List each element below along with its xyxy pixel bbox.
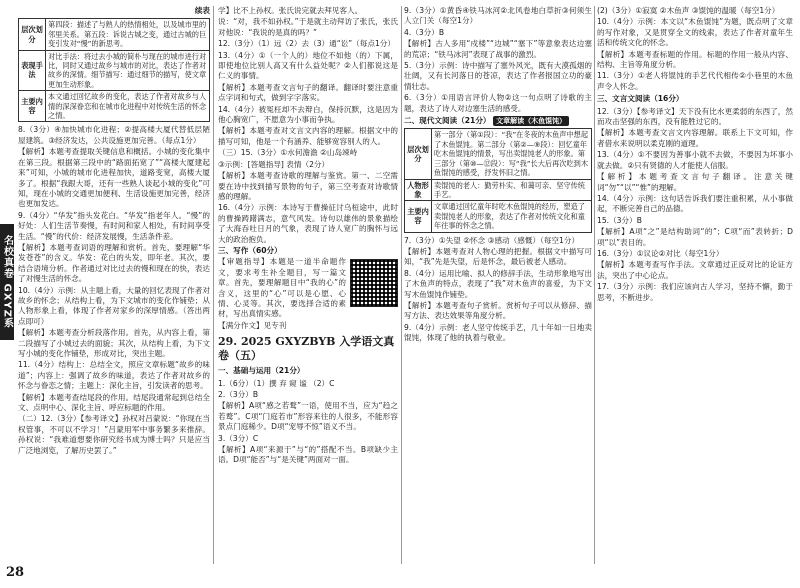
answer-paragraph: 8.（3分）④加快城市化进程；②提高楼大厦代替低层陋屋建筑。③经济发达，公共设施更加完善。（每点1分）: [18, 125, 210, 145]
analysis-table-1: [18, 18, 210, 122]
answer-paragraph: 【解析】本题考查句子赏析。赏析句子可以从修辞、描写方法、表达效果等角度分析。: [404, 300, 592, 321]
row-head: 层次划分: [405, 129, 432, 179]
row-head: 主要内容: [405, 201, 432, 232]
answer-paragraph: 【解析】本题考查对文言文内容的理解。根据文中的描写可知，他是一个有涵养、能够宽容别人的人。: [218, 126, 398, 146]
table-row: [19, 50, 210, 91]
answer-paragraph: （三）15.（3分）①水何澹澹 ②山岛竦峙: [218, 148, 358, 158]
row-text: 对比手法：将过去小城的简朴与现在的城市进行对比，同时又通过故乡与城市的对比，表达了作者对故乡的深情。细节描写：通过细节的描写，使文章更加生动形象。: [46, 50, 210, 91]
answer-paragraph: 【解析】本题考查标题的作用。标题的作用一般从内容、结构、主旨等角度分析。: [597, 49, 793, 70]
section-title: 二、现代文阅读（21分）: [404, 116, 491, 126]
answer-paragraph: (2)（3分）①寂寞 ②木鱼声 ③馄饨的温暖（每空1分）: [597, 6, 780, 15]
table-row: [405, 201, 592, 232]
column-divider: [401, 6, 402, 564]
row-text: 第一部分（第①段）：“我”在冬夜的木鱼声中想起了木鱼馄饨。第二部分（第②—⑨段）：回忆童年吃木鱼馄饨的情景，写出卖馄饨老人的形象。第三部分（第⑩—⑫段）：写“我”长大后再次吃到木鱼馄饨的感受，抒发怀旧之情。: [432, 129, 592, 179]
answer-paragraph: 【解析】本题考查提取关键信息和概括。小城的变化集中在第三段。根据第三段中的“路面拓宽了”“高楼大厦建起来”可知，小城的城市化进程加快，道路变宽，高楼大厦多了。根据“我跟大哥，还有一些熟人谈起小城的变化”可知，现在小城的交通更加便利、生活设施更加完善，经济也更加发达。: [18, 147, 210, 209]
answer-paragraph: 3.（3分）C: [218, 433, 259, 443]
answer-paragraph: 11.（4分）结构上：总结全文，照应文章标题“故乡的味道”；内容上：强调了故乡的味道，表达了作者对故乡的怀念与眷恋之情；主题上：深化主旨，引发读者的思考。: [18, 360, 210, 391]
answer-paragraph: 12.（3分）【参考译文】天下没有比水更柔弱的东西了，然而攻击坚强的东西，没有能胜过它的。: [597, 106, 793, 127]
row-head: 主要内容: [19, 91, 46, 122]
table-row: [19, 91, 210, 122]
column-1: [18, 6, 210, 564]
answer-paragraph: 16.（3分）①议论②对比（每空1分）: [597, 248, 724, 258]
column-3: [404, 6, 592, 564]
answer-paragraph: 6.（3分）①用语言评价人物②这一句点明了诗歌的主题，表达了诗人对边塞生活的感受。: [404, 93, 592, 113]
answer-paragraph: 1.（6分）（1）撰 弃 窥 谧 （2）C: [218, 378, 335, 388]
row-head: 人物形象: [405, 179, 432, 201]
section-badge: 文章解读（木鱼馄饨）: [493, 116, 569, 126]
table-row: [405, 179, 592, 201]
answer-paragraph: 5.（3分）示例：诗中描写了塞外风光，既有大漠孤烟的壮阔，又有长河落日的苍凉，表达了作者报国立功的豪情壮志。: [404, 61, 592, 91]
section-label: 三、写作（60分）: [218, 245, 282, 255]
qr-code-icon: [350, 259, 398, 307]
answer-paragraph: 9.（3分）①黄昏④铁马冰河②北风卷地白草折③何须生人立门关（每空1分）: [404, 6, 592, 26]
row-text: 卖馄饨的老人：勤劳朴实、和蔼可亲、坚守传统手艺。: [432, 179, 592, 201]
answer-paragraph: 17.（3分）示例：我们应该向古人学习，坚持不懈，勤于思考，不断进步。: [597, 282, 793, 302]
column-4: [597, 6, 793, 564]
answer-paragraph: 10.（4分）示例：本文以“木鱼馄饨”为题，既点明了文章的写作对象，又是贯穿全文的线索，表达了作者对童年生活和传统文化的怀念。: [597, 17, 793, 48]
exam-title: 29. 2025 GXYZBYB 入学语文真卷（五）: [218, 335, 395, 363]
answer-paragraph: 13.（4分）①不要因为善事小就不去做，不要因为坏事小就去做。②只有贤德的人才能使人信服。: [597, 150, 793, 170]
answer-paragraph: ③示例：[答题指导] 表情（2分）: [218, 159, 330, 169]
section-label: [404, 116, 592, 126]
answer-paragraph: 7.（3分）①失望 ②怀念 ③感动（感慨）（每空1分）: [404, 235, 580, 245]
answer-paragraph: 【解析】本题考查分析段落作用。首先，从内容上看，第二段描写了小城过去的面貌；其次，从结构上看，为下文写小城的变化作铺垫，形成对比，突出主题。: [18, 328, 210, 358]
answer-paragraph: 【解析】本题考查诗歌的理解与鉴赏。第一、二空需要在诗中找到描写景物的句子，第三空考查对诗歌情感的理解。: [218, 171, 398, 201]
answer-paragraph: 说：“对，我不如孙权。”于是就主动拜访了张氏，张氏对他说：“我说的是真的吗？”: [218, 17, 398, 37]
answer-paragraph: 8.（4分）运用比喻、拟人的修辞手法，生动形象地写出了木鱼声的特点，表现了“我”对木鱼声的喜爱，为下文写木鱼馄饨作铺垫。: [404, 268, 592, 299]
answer-paragraph: 13.（4分）①（一个人的）地位不如他（的）下属，即使地位比别人高又有什么益处呢？②人们都说这是仁义的事情。: [218, 50, 398, 81]
answer-paragraph: 【解析】本题考查文言文内容理解。联系上下文可知，作者借水来说明以柔克刚的道理。: [597, 128, 793, 148]
answer-paragraph: 15.（3分）B: [597, 215, 642, 225]
answer-paragraph: 【解析】本题考查写作手法。文章通过正反对比的论证方法，突出了中心论点。: [597, 260, 793, 280]
analysis-table-2: [404, 128, 592, 232]
continued-label: 续表: [194, 6, 210, 15]
answer-paragraph: 【解析】A项“来源于”与“的”搭配不当。B项缺少主语。D项“能否”与“是关键”两面对一面。: [218, 445, 398, 465]
section-label: 三、文言文阅读（16分）: [597, 94, 684, 104]
row-head: 层次划分: [19, 19, 46, 50]
answer-paragraph: 【满分作文】见专刊: [218, 320, 287, 330]
answer-paragraph: 12.（3分）（1）远（2）去（3）通“讼”（每点1分）: [218, 39, 395, 49]
answer-paragraph: 16.（4分）示例：本诗写于曹操征讨乌桓途中，此时的曹操踌躇满志，意气风发。诗句以雄伟的景象描绘了大海吞吐日月的气象，表现了诗人宽广的胸怀与远大的政治抱负。: [218, 203, 398, 244]
answer-paragraph: 【解析】A项“之”是结构助词“的”；C项“而”表转折；D项“以”表目的。: [597, 227, 793, 247]
table-row: [19, 19, 210, 50]
column-2: [218, 6, 398, 564]
answer-paragraph: 2.（3分）B: [218, 390, 259, 399]
answer-paragraph: 4.（3分）B: [404, 27, 445, 37]
answer-paragraph: 学】比不上孙权。张氏说完就去拜见客人。: [218, 6, 363, 15]
answer-paragraph: 14.（4分）示例：这句话告诉我们要注重积累，从小事做起，不断完善自己的品德。: [597, 193, 793, 214]
row-head: 表现手法: [19, 50, 46, 91]
side-tab: 名校真卷 GXYZ系: [0, 224, 14, 340]
answer-paragraph: 9.（4分）示例：老人坚守传统手艺，几十年如一日地卖馄饨，体现了他的执着与敬业。: [404, 322, 592, 343]
answer-paragraph: 9.（4分）“华发”指头发花白。“华发”指老年人。“慢”的好处：人们生活节奏慢，有时间和家人相处，有时间享受生活。“慢”的代价：经济发展慢，生活条件差。: [18, 210, 210, 241]
answer-paragraph: 【解析】本题考查结尾段的作用。结尾段通常起到总结全文、点明中心、深化主旨、呼应标题的作用。: [18, 392, 210, 413]
section-label: 一、基础与运用（21分）: [218, 366, 305, 376]
column-divider: [213, 6, 214, 564]
answer-paragraph: 10.（4分）示例：从主题上看，大量的回忆表现了作者对故乡的怀念；从结构上看，为下文城市的变化作铺垫；从人物形象上看，体现了作者对家乡的深厚情感。（答出两点即可）: [18, 285, 210, 326]
answer-paragraph: 【解析】古人多用“戍楼”“边城”“塞下”等意象表达边塞的荒凉；“铁马冰河”表现了战事的激烈。: [404, 39, 592, 59]
table-row: [405, 129, 592, 179]
answer-paragraph: 【审题指导】本题是一道半命题作文，要求考生补全题目，写一篇文章。首先，要理解题目中“我的心”的含义，这里的“心”可以是心愿、心情、心灵等。其次，要选择合适的素材，写出真情实感。: [218, 257, 346, 319]
row-text: 本文通过回忆故乡的变化，表达了作者对故乡与人情的深深眷恋和在城市化进程中对传统生活的怀念之情。: [46, 91, 210, 122]
answer-paragraph: 【解析】本题考查文言句子的翻译。翻译时要注意重点字词和句式，做到字字落实。: [218, 82, 398, 103]
answer-paragraph: 【解析】本题考查对人物心理的把握。根据文中描写可知，“我”先是失望，后是怀念，最后被老人感动。: [404, 246, 592, 267]
row-text: 文章通过回忆童年时吃木鱼馄饨的经历，塑造了卖馄饨老人的形象，表达了作者对传统文化和童年往事的怀念之情。: [432, 201, 592, 232]
row-text: 第四段：描述了与熟人的热情相处，以及城市里的邻里关系。第五段：诉说古城之变，通过古城的巨变引发对“慢”的新思考。: [46, 19, 210, 50]
answer-paragraph: 【解析】A项“感之若鹜”一语，使用不当，应为“趋之若鹜”。C项“门庭若市”形容来往的人很多，不能形容景点门庭稀少。D项“宠辱不惊”语义不当。: [218, 401, 398, 432]
answer-paragraph: （二）12.（3分）【参考译文】孙权对吕蒙说：“你现在当权管事，不可以不学习！”吕蒙用军中事务繁多来推辞。孙权说：“我难道想要你研究经书成为博士吗？只是应当广泛地浏览，了解历史罢了。”: [18, 414, 210, 455]
answer-paragraph: 14.（4分）被冤枉却不去辩白，保持沉默，这是因为他心胸宽广，不愿意为小事而争执。: [218, 104, 398, 125]
answer-paragraph: 【解析】本题考查词语的理解和赏析。首先，要理解“华发苍苍”的含义。华发：花白的头发，即年老。其次，要结合语境分析。作者通过对比过去的慢和现在的快，表达了对慢生活的怀念。: [18, 242, 210, 284]
answer-paragraph: 11.（3分）①老人将馄饨的手艺代代相传②小巷里的木鱼声令人怀念。: [597, 71, 793, 91]
page-number: 28: [6, 565, 25, 580]
answer-paragraph: 【解析】本题考查文言句子翻译。注意关键词“勿”“以”“惟”的理解。: [597, 172, 793, 192]
column-divider: [594, 6, 595, 564]
